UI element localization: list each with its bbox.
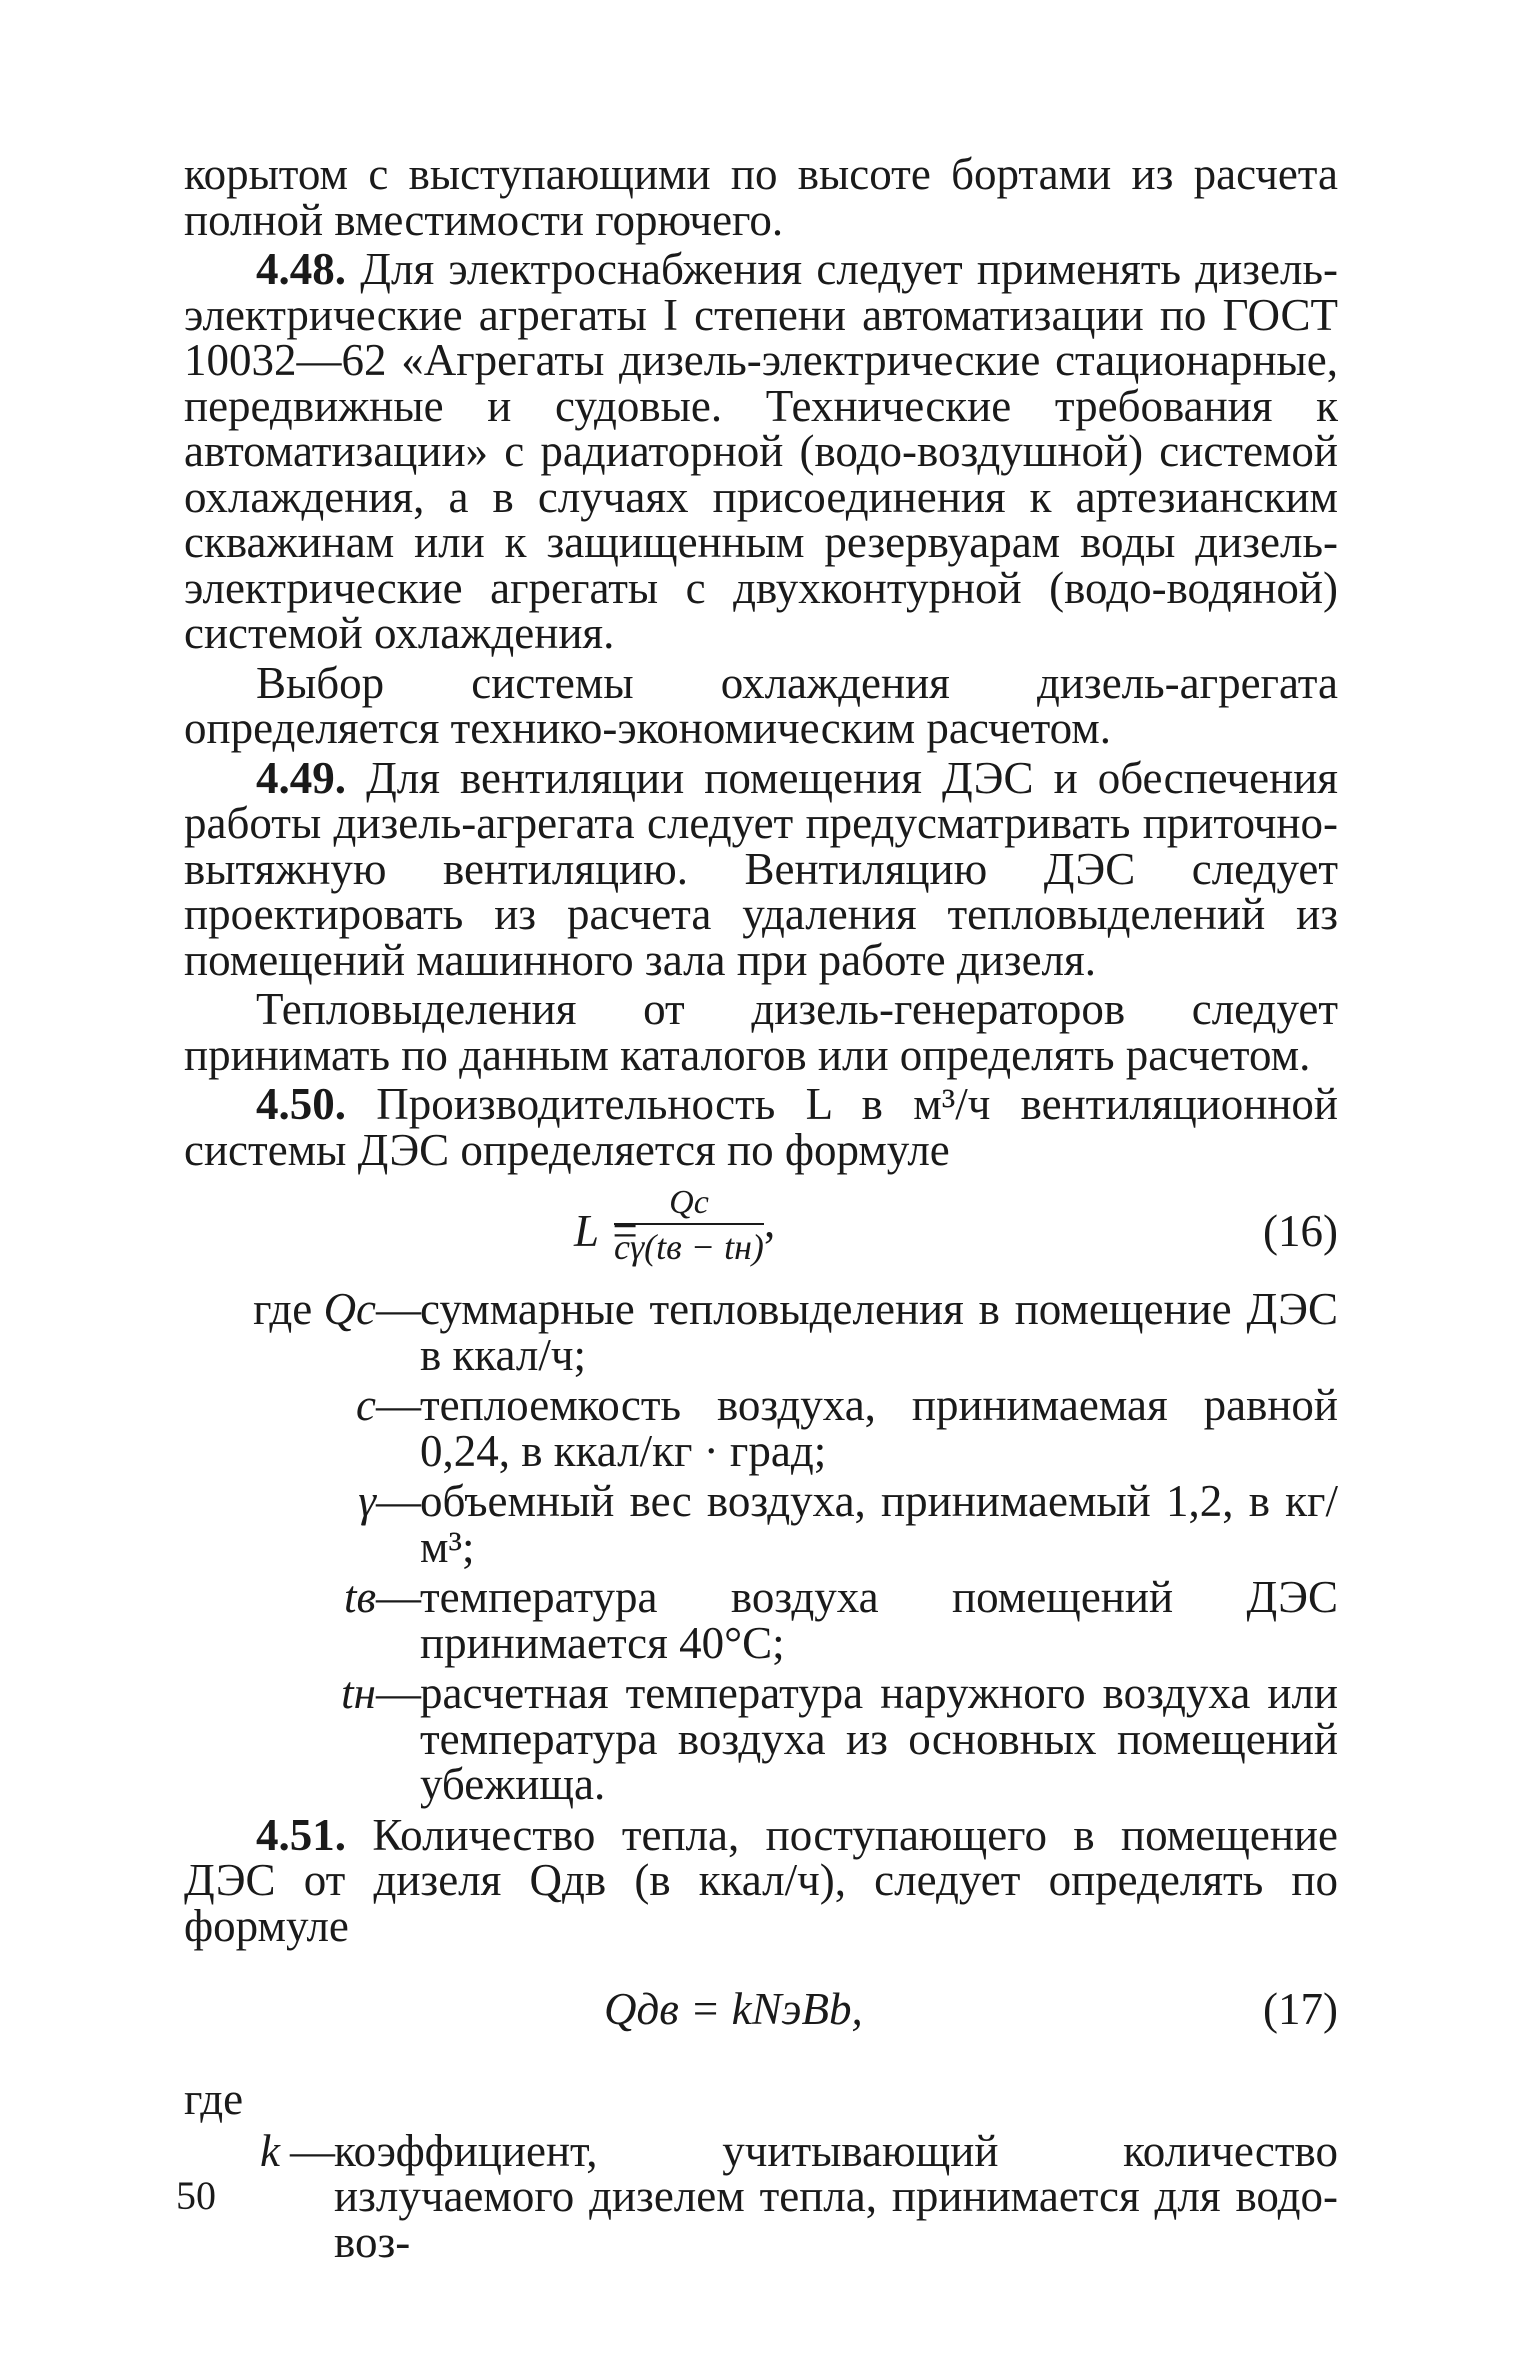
definition-symbol xyxy=(184,1284,376,1334)
definition-dash: — xyxy=(376,1668,421,1718)
paragraph-4-51 xyxy=(184,1809,1338,1951)
paragraph-cooling-choice xyxy=(184,657,1338,753)
definition-text: коэффициент, учитывающий количество излучаемого дизелем тепла, принимается для водо-воз- xyxy=(334,2125,1338,2267)
section-number: 4.48. xyxy=(256,244,346,294)
definition-item xyxy=(260,2125,1338,2267)
formula-tail: , xyxy=(763,1196,776,1247)
paragraph-4-49 xyxy=(184,752,1338,985)
definition-symbol: tв xyxy=(343,1572,376,1622)
where-label: где xyxy=(184,2074,244,2124)
formula-expression: Qдв = kNэBb, xyxy=(604,1984,863,2034)
definition-symbol-text: Qс xyxy=(323,1284,376,1334)
section-number: 4.50. xyxy=(256,1079,346,1129)
paragraph-4-48 xyxy=(184,244,1338,658)
definition-symbol: tн xyxy=(341,1668,376,1718)
definition-text: теплоемкость воздуха, принимаемая равной 0,24, в ккал/кг · град; xyxy=(420,1380,1338,1476)
definition-text: суммарные тепловыделения в помещение ДЭС в ккал/ч; xyxy=(420,1284,1338,1380)
section-number: 4.51. xyxy=(256,1809,346,1860)
formula-numerator: Qс xyxy=(614,1183,764,1225)
formula-number: (17) xyxy=(1263,1984,1338,2034)
page-number: 50 xyxy=(176,2173,216,2218)
definition-item xyxy=(184,1284,1338,1380)
paragraph-text: Выбор системы охлаждения дизель-агрегата определяется технико-экономическим расчетом. xyxy=(184,657,1338,753)
definition-item xyxy=(184,1572,1338,1668)
definition-dash: — xyxy=(376,1476,421,1526)
definition-symbol: c xyxy=(356,1380,376,1430)
definition-symbol: k xyxy=(260,2125,280,2176)
definition-symbol: γ xyxy=(358,1476,376,1526)
section-number: 4.49. xyxy=(256,752,346,803)
formula-fraction xyxy=(614,1183,764,1269)
paragraph-heat-release xyxy=(184,984,1338,1080)
paragraph-text: корытом с выступающими по высоте бортами из расчета полной вместимости горючего. xyxy=(184,149,1338,245)
definition-item xyxy=(184,1668,1338,1809)
paragraph-text: Тепловыделения от дизель-генераторов следует принимать по данным каталогов или определять расчетом. xyxy=(184,984,1338,1080)
formula-lhs: L = xyxy=(574,1206,640,1256)
definition-lead: где xyxy=(253,1284,313,1334)
definition-text: расчетная температура наружного воздуха или температура воздуха из основных помещений убежища. xyxy=(420,1668,1338,1809)
definition-item xyxy=(184,1380,1338,1476)
paragraph-text: Для вентиляции помещения ДЭС и обеспечения работы дизель-агрегата следует предусматривать приточно-вытяжную вентиляцию. Вентиляцию ДЭС следует проектировать из расчета удаления тепловыделений из помещений машинного зала при работе дизеля. xyxy=(184,752,1338,985)
definition-item xyxy=(184,1476,1338,1572)
definition-dash: — xyxy=(376,1380,421,1430)
definition-dash: — xyxy=(376,1284,421,1334)
formula-fraction-wrap xyxy=(614,1183,775,1269)
definition-text: объемный вес воздуха, принимаемый 1,2, в кг/м³; xyxy=(420,1476,1338,1572)
definition-dash: — xyxy=(376,1572,421,1622)
page-body xyxy=(184,149,1338,2267)
definition-text: температура воздуха помещений ДЭС принимается 40°С; xyxy=(420,1572,1338,1668)
formula-denominator: cγ(tв − tн) xyxy=(614,1227,764,1267)
formula-16 xyxy=(184,1183,1338,1283)
paragraph-continuation xyxy=(184,149,1338,245)
paragraph-text: Производительность L в м³/ч вентиляционной системы ДЭС определяется по формуле xyxy=(184,1079,1338,1175)
paragraph-text: Для электроснабжения следует применять дизель-электрические агрегаты I степени автоматизации по ГОСТ 10032—62 «Агрегаты дизель-электрические стационарные, передвижные и судовые. Технические требования к автоматизации» с радиаторной (водо-воздушной) системой охлаждения, а в случаях присоединения к артезианским скважинам или к защищенным резервуарам воды дизель-электрические агрегаты с двухконтурной (водо-водяной) системой охлаждения. xyxy=(184,244,1338,658)
formula-16-definitions xyxy=(184,1284,1338,1809)
formula-17 xyxy=(184,1967,1338,2057)
paragraph-4-50 xyxy=(184,1079,1338,1175)
formula-number: (16) xyxy=(1263,1206,1338,1256)
paragraph-text: Количество тепла, поступающего в помещение ДЭС от дизеля Qдв (в ккал/ч), следует определять по формуле xyxy=(184,1809,1338,1951)
definition-dash: — xyxy=(290,2125,335,2176)
